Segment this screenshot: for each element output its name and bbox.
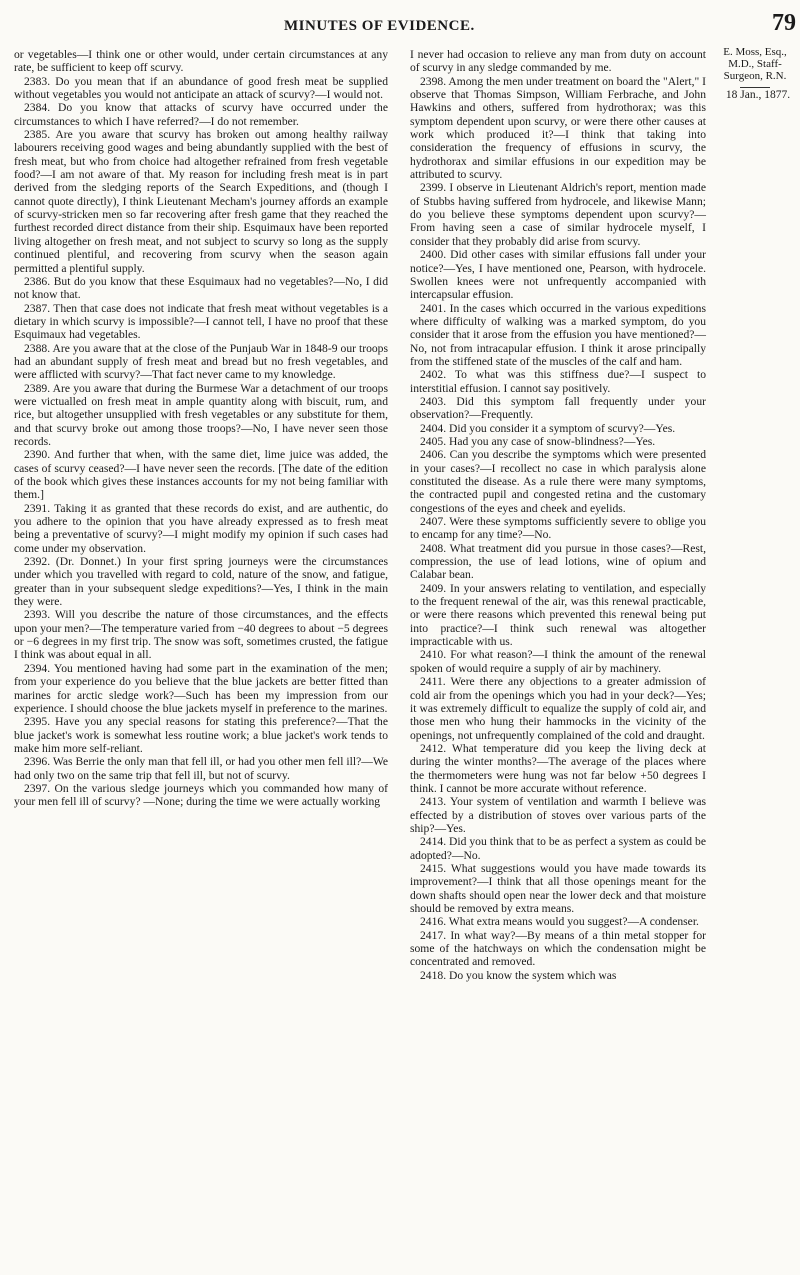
continued-paragraph: I never had occasion to relieve any man from duty on account of scurvy in any sledge commanded by me.	[410, 48, 706, 75]
question-answer-paragraph: 2394. You mentioned having had some part in the examination of the men; from your experience do you believe that the blue jackets are better fitted than marines for arctic sledge work?—Such has been my impression from our experience. I should choose the blue jackets myself in preference to the marines.	[14, 661, 388, 715]
page-header	[0, 8, 800, 42]
question-answer-paragraph: 2386. But do you know that these Esquimaux had no vegetables?—No, I did not know that.	[14, 274, 388, 302]
question-answer-paragraph: 2393. Will you describe the nature of those circumstances, and the effects upon your men?—The temperature varied from −40 degrees to about −5 degrees or −6 degrees in my first trip. The snow was soft, sometimes crusted, the fatigue I think was about equal in all.	[14, 608, 388, 662]
question-answer-paragraph: 2396. Was Berrie the only man that fell ill, or had you other men fell ill?—We had only two on the same trip that fell ill, but not of scurvy.	[14, 755, 388, 782]
witness-side-note: E. Moss, Esq., M.D., Staff-Surgeon, R.N.	[723, 46, 787, 82]
question-answer-paragraph: 2416. What extra means would you suggest?—A condenser.	[420, 915, 699, 929]
question-answer-paragraph: 2395. Have you any special reasons for stating this preference?—That the blue jacket's work is somewhat less routine work; a blue jacket's work tends to make him more self-reliant.	[14, 715, 388, 755]
question-answer-paragraph: 2389. Are you aware that during the Burmese War a detachment of our troops were victualled on fresh meat in ample quantity along with biscuit, rum, and rice, but altogether unsupplied with fresh vegetables or any substitute for them, and that scurvy broke out among those troops?—No, I have never seen those records.	[14, 381, 388, 448]
question-answer-paragraph: 2392. (Dr. Donnet.) In your first spring journeys were the circumstances under which you travelled with regard to cold, nature of the snow, and fatigue, greater than in your subsequent sledge expeditions?—Yes, I think in the main they were.	[14, 555, 388, 609]
question-answer-paragraph: 2404. Did you consider it a symptom of scurvy?—Yes.	[420, 421, 676, 435]
running-head: MINUTES OF EVIDENCE.	[284, 18, 475, 34]
question-answer-paragraph: 2387. Then that case does not indicate that fresh meat without vegetables is a dietary in which scurvy is impossible?—I cannot tell, I have no proof that these Esquimaux had vegetables.	[14, 301, 388, 342]
question-answer-paragraph: 2414. Did you think that to be as perfect a system as could be adopted?—No.	[410, 835, 706, 862]
question-answer-paragraph: 2411. Were there any objections to a greater admission of cold air from the openings which you had in your deck?—Yes; it was extremely difficult to equalize the supply of cold air, and those men who hung their hammocks in the vicinity of the openings, not unfrequently complained of the cold and draught.	[410, 675, 706, 742]
question-answer-paragraph: 2399. I observe in Lieutenant Aldrich's report, mention made of Stubbs having suffered from hydrocele, and likewise Mann; do you believe these symptoms dependent upon scurvy?—From having seen a case of similar hydrocele myself, I consider that they probably did arise from scurvy.	[410, 181, 706, 248]
question-answer-paragraph: 2408. What treatment did you pursue in those cases?—Rest, compression, the use of lead lotions, wine of opium and Calabar bean.	[410, 541, 706, 582]
question-answer-paragraph: 2384. Do you know that attacks of scurvy have occurred under the circumstances to which I have referred?—I do not remember.	[14, 101, 388, 128]
question-answer-paragraph: 2415. What suggestions would you have made towards its improvement?—I think that all those openings meant for the down shafts should open near the lower deck and that moisture should be removed by extra means.	[410, 861, 706, 915]
right-column	[410, 48, 706, 982]
question-answer-paragraph: 2407. Were these symptoms sufficiently severe to oblige you to encamp for any time?—No.	[410, 515, 706, 542]
question-answer-paragraph: 2406. Can you describe the symptoms which were presented in your cases?—I recollect no case in which paralysis alone constituted the disease. As a rule there were many symptoms, the contracted pupil and congested retina and the customary congestions of the eyes and cheek and eyelids.	[410, 448, 706, 515]
question-answer-paragraph: 2413. Your system of ventilation and warmth I believe was effected by a distribution of stoves over various parts of the ship?—Yes.	[410, 795, 706, 835]
question-answer-paragraph: 2400. Did other cases with similar effusions fall under your notice?—Yes, I have mentioned one, Pearson, with hydrocele. Swollen knees were not unfrequently accompanied with intercapsular effusion.	[410, 248, 706, 302]
question-answer-paragraph: 2397. On the various sledge journeys which you commanded how many of your men fell ill of scurvy? —None; during the time we were actually working	[14, 781, 388, 809]
question-answer-paragraph: 2401. In the cases which occurred in the various expeditions where difficulty of walking was a marked symptom, do you consider that it arose from the effusion you have mentioned?—No, not from intracapular effusion. I think it arose principally from the stiffened state of the muscles of the calf and ham.	[410, 301, 706, 368]
question-answer-paragraph: 2385. Are you aware that scurvy has broken out among healthy railway labourers receiving good wages and being abundantly supplied with the best of fresh meat, but who from choice had altogether refrained from fresh vegetable food?—I am not aware of that. My reason for including fresh meat is in part derived from the sledging reports of the Search Expeditions, and (though I cannot quote directly), I think Lieutenant Mecham's journey affords an example of scurvy-stricken men so far recovering after fresh game that they reached the furthest recorded direct distance from their ship. Esquimaux have been reported living altogether on fresh meat, and not subject to scurvy so long as the supply continued plentiful, and recovering from scurvy when the season again permitted a plentiful supply.	[14, 128, 388, 275]
continued-paragraph: or vegetables—I think one or other would, under certain circumstances at any rate, be sufficient to keep off scurvy.	[14, 48, 388, 75]
question-answer-paragraph: 2417. In what way?—By means of a thin metal stopper for some of the hatchways on which the condensation might be concentrated and removed.	[410, 928, 706, 969]
question-answer-paragraph: 2405. Had you any case of snow-blindness?—Yes.	[420, 434, 656, 448]
question-answer-paragraph: 2403. Did this symptom fall frequently under your observation?—Frequently.	[410, 394, 706, 422]
page-number: 79	[772, 10, 796, 36]
question-answer-paragraph: 2418. Do you know the system which was	[420, 968, 617, 982]
question-answer-paragraph: 2388. Are you aware that at the close of the Punjaub War in 1848-9 our troops had an abundant supply of fresh meat and bread but no fresh vegetables, and were afflicted with scurvy?—That fact never came to my knowledge.	[14, 341, 388, 382]
question-answer-paragraph: 2390. And further that when, with the same diet, lime juice was added, the cases of scurvy ceased?—I have never seen the records. [The date of the edition of the book which gives these instances accounts for my not being familiar with them.]	[14, 448, 388, 502]
question-answer-paragraph: 2402. To what was this stiffness due?—I suspect to interstitial effusion. I cannot say positively.	[410, 368, 706, 395]
question-answer-paragraph: 2383. Do you mean that if an abundance of good fresh meat be supplied without vegetables you would not anticipate an attack of scurvy?—I would not.	[14, 74, 388, 102]
question-answer-paragraph: 2398. Among the men under treatment on board the "Alert," I observe that Thomas Simpson, William Ferbrache, and John Hawkins and others, suffered from hydrothorax; was this symptom dependent upon scurvy, or were there other causes at work which produced it?—I think that taking into consideration the frequency of effusions in scurvy, the hydrothorax and similar effusions in our expedition may be attributed to scurvy.	[410, 74, 706, 182]
question-answer-paragraph: 2409. In your answers relating to ventilation, and especially to the frequent renewal of the air, was this renewal practicable, or were there reasons which prevented this renewal being put into practice?—I think such renewal was altogether impracticable with us.	[410, 581, 706, 649]
question-answer-paragraph: 2391. Taking it as granted that these records do exist, and are authentic, do you adhere to the opinion that you have already expressed as to fresh meat being a preventative of scurvy?—I might modify my opinion if such cases had come under my observation.	[14, 501, 388, 555]
side-note-date: 18 Jan., 1877.	[725, 89, 791, 101]
side-note-rule	[740, 87, 770, 88]
left-column	[14, 48, 388, 809]
question-answer-paragraph: 2410. For what reason?—I think the amount of the renewal spoken of would require a supply of air by machinery.	[410, 648, 706, 675]
question-answer-paragraph: 2412. What temperature did you keep the living deck at during the winter months?—The average of the places where the thermometers were hung was not far below +50 degrees I think. I cannot be more accurate without reference.	[410, 741, 706, 795]
